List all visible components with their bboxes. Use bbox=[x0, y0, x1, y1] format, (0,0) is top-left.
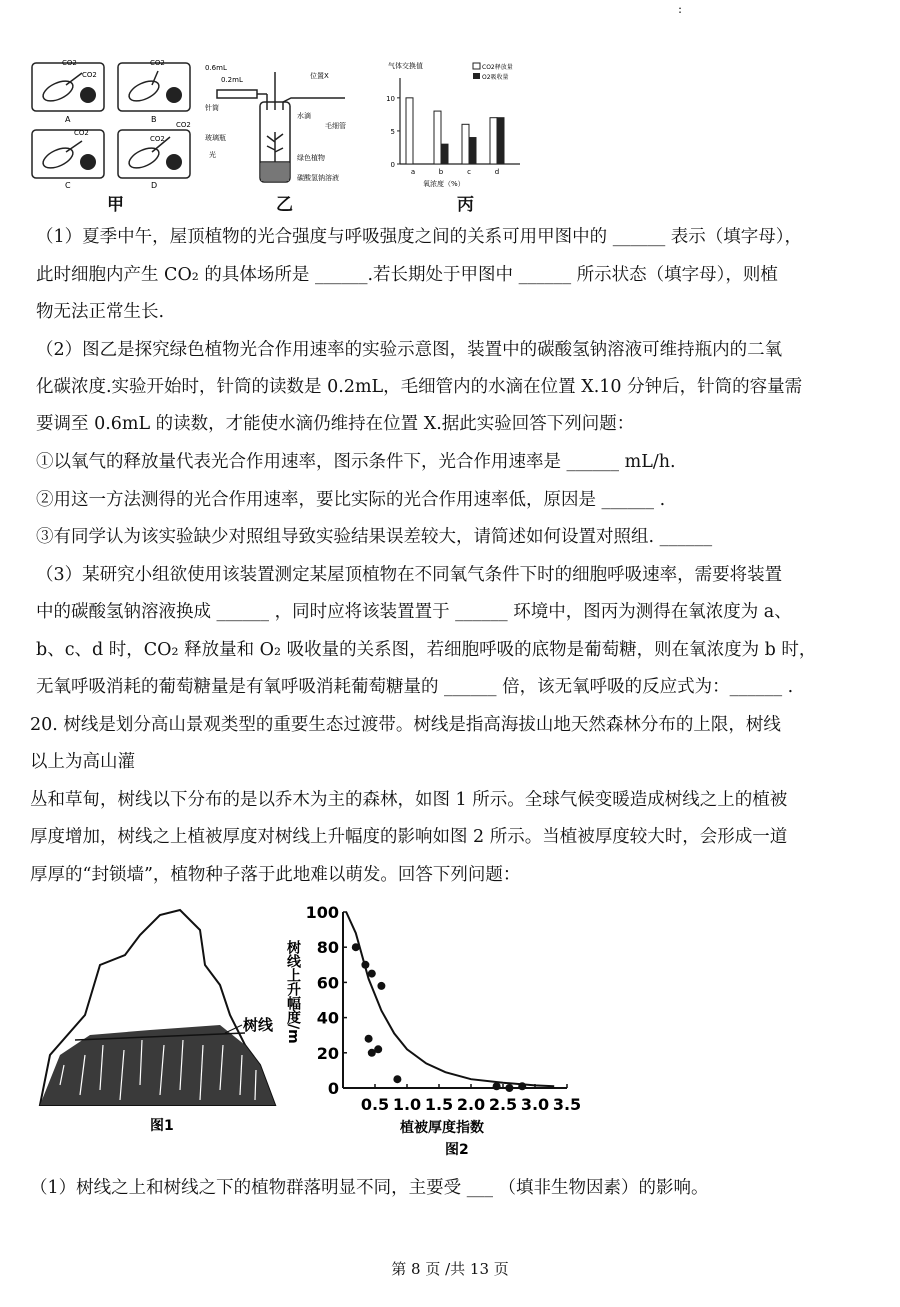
bing-legend-swatch-co2 bbox=[473, 63, 480, 69]
yi-light: 光 bbox=[209, 151, 216, 159]
fig2-xtick-label: 2.0 bbox=[456, 1095, 486, 1114]
bing-x-title: 氧浓度（%） bbox=[423, 180, 465, 188]
fig2-data-point bbox=[377, 982, 385, 990]
yi-green-plant: 绿色植物 bbox=[297, 154, 325, 162]
jia-co2-d: CO2 bbox=[150, 135, 165, 143]
q20-line1: 20. 树线是划分高山景观类型的重要生态过渡带。树线是指高海拔山地天然森林分布的上限，树线 bbox=[30, 715, 781, 735]
bing-bar-co2 bbox=[490, 118, 497, 164]
figure-2-chart bbox=[285, 900, 590, 1160]
q19-p3-line3: b、c、d 时，CO₂ 释放量和 O₂ 吸收量的关系图，若细胞呼吸的底物是葡萄糖，则在氧浓度为 b 时， bbox=[36, 640, 817, 660]
bing-category-label: c bbox=[467, 168, 471, 176]
jia-letter-c: C bbox=[65, 181, 71, 190]
fig1-label: 图1 bbox=[150, 1118, 174, 1134]
page-footer: 第 8 页 /共 13 页 bbox=[391, 1260, 509, 1278]
fig2-data-point bbox=[393, 1075, 401, 1083]
fig2-xtick-label: 3.0 bbox=[520, 1095, 550, 1114]
bing-bar-co2 bbox=[462, 124, 469, 164]
jia-co2-a: CO2 bbox=[62, 59, 77, 67]
fig2-xtick-label: 2.5 bbox=[488, 1095, 518, 1114]
q20-line2: 以上为高山灌 bbox=[30, 752, 135, 772]
fig2-data-point bbox=[374, 1045, 382, 1053]
fig2-data-point bbox=[365, 1035, 373, 1043]
figure-yi-label: 乙 bbox=[276, 195, 293, 215]
bing-legend-o2: O2吸收量 bbox=[482, 74, 509, 81]
yi-syringe: 针筒 bbox=[205, 104, 219, 112]
bing-bar-o2 bbox=[469, 138, 476, 164]
bing-category-label: b bbox=[438, 168, 444, 176]
bing-bar-o2 bbox=[497, 118, 504, 164]
bing-category-label: a bbox=[410, 168, 416, 176]
yi-06ml: 0.6mL bbox=[205, 64, 227, 72]
bing-bar-co2 bbox=[434, 111, 441, 164]
yi-02ml: 0.2mL bbox=[221, 76, 243, 84]
bing-ytick-label: 10 bbox=[386, 94, 395, 103]
fig2-xlabel: 植被厚度指数 bbox=[400, 1120, 484, 1136]
q20-line3: 丛和草甸，树线以下分布的是以乔木为主的森林，如图 1 所示。全球气候变暖造成树线之上的植被 bbox=[30, 790, 788, 810]
yi-nahco3: 碳酸氢钠溶液 bbox=[297, 174, 339, 182]
yi-glass-bottle: 玻璃瓶 bbox=[205, 134, 226, 142]
fig2-ylabel: 树线上升幅度/m bbox=[285, 940, 301, 1044]
jia-letter-b: B bbox=[151, 115, 157, 124]
bing-bar-co2 bbox=[406, 98, 413, 164]
bing-ytick-label: 5 bbox=[390, 127, 395, 136]
figure-yi bbox=[205, 62, 365, 192]
q19-p1-line2: 此时细胞内产生 CO₂ 的具体场所是 ______.若长期处于甲图中 ______ 所示状态（填字母），则植 bbox=[36, 265, 778, 285]
fig2-ytick-label: 80 bbox=[316, 938, 339, 958]
bing-legend-swatch-o2 bbox=[473, 73, 480, 79]
yi-capillary: 毛细管 bbox=[325, 122, 346, 130]
fig2-data-point bbox=[493, 1082, 501, 1090]
fig2-ytick-label: 60 bbox=[316, 973, 339, 993]
jia-co2-a2: CO2 bbox=[82, 71, 97, 79]
q19-p3-line2: 中的碳酸氢钠溶液换成 ______ ，同时应将该装置置于 ______ 环境中，图丙为测得在氧浓度为 a、 bbox=[36, 602, 792, 622]
yi-water-drop: 水滴 bbox=[297, 112, 311, 120]
fig2-ytick-label: 100 bbox=[305, 903, 339, 922]
q19-p2-line3: 要调至 0.6mL 的读数，才能使水滴仍维持在位置 X.据此实验回答下列问题： bbox=[36, 414, 635, 434]
q20-line5: 厚厚的“封锁墙”，植物种子落于此地难以萌发。回答下列问题： bbox=[30, 865, 521, 885]
q19-p3-line1: （3）某研究小组欲使用该装置测定某屋顶植物在不同氧气条件下时的细胞呼吸速率，需要将装置 bbox=[36, 565, 783, 585]
q19-p2-line2: 化碳浓度.实验开始时，针筒的读数是 0.2mL，毛细管内的水滴在位置 X.10 分钟后，针筒的容量需 bbox=[36, 377, 803, 397]
q19-p2-q1: ①以氧气的释放量代表光合作用速率，图示条件下，光合作用速率是 ______ mL/h. bbox=[36, 452, 676, 472]
q20-q1: （1）树线之上和树线之下的植物群落明显不同，主要受 ___ （填非生物因素）的影响。 bbox=[30, 1178, 709, 1198]
fig2-trend-curve bbox=[346, 912, 554, 1086]
jia-co2-d2: CO2 bbox=[176, 121, 191, 129]
q19-p2-q2: ②用这一方法测得的光合作用速率，要比实际的光合作用速率低，原因是 ______ . bbox=[36, 490, 666, 510]
q19-p1-line1: （1）夏季中午，屋顶植物的光合强度与呼吸强度之间的关系可用甲图中的 ______ 表示（填字母）， bbox=[36, 227, 803, 247]
q19-p2-q3: ③有同学认为该实验缺少对照组导致实验结果误差较大，请简述如何设置对照组. ______ bbox=[36, 527, 713, 547]
q20-line4: 厚度增加，树线之上植被厚度对树线上升幅度的影响如图 2 所示。当植被厚度较大时，会形成一道 bbox=[30, 827, 788, 847]
jia-letter-d: D bbox=[151, 181, 158, 190]
bing-category-label: d bbox=[494, 168, 500, 176]
bing-y-title: 气体交换值 bbox=[388, 62, 423, 70]
figure-bing-label: 丙 bbox=[457, 195, 474, 215]
bing-legend-co2: CO2释放量 bbox=[482, 64, 513, 71]
fig2-ytick-label: 0 bbox=[327, 1079, 339, 1098]
jia-co2-b: CO2 bbox=[150, 59, 165, 67]
bing-ytick-label: 0 bbox=[390, 161, 395, 169]
jia-letter-a: A bbox=[65, 115, 71, 124]
fig2-ytick-label: 20 bbox=[316, 1043, 339, 1063]
fig2-xtick-label: 1.5 bbox=[424, 1095, 454, 1114]
fig2-xtick-label: 3.5 bbox=[552, 1095, 582, 1114]
fig1-treeline-label: 树线 bbox=[243, 1016, 274, 1034]
fig2-xtick-label: 0.5 bbox=[360, 1095, 390, 1114]
fig2-label: 图2 bbox=[445, 1142, 469, 1158]
top-mark: : bbox=[678, 2, 683, 16]
q19-p1-line3: 物无法正常生长. bbox=[36, 302, 165, 322]
fig2-ytick-label: 40 bbox=[316, 1008, 339, 1028]
bing-bar-o2 bbox=[441, 144, 448, 164]
fig2-data-point bbox=[505, 1084, 513, 1092]
fig2-data-point bbox=[368, 970, 376, 978]
figure-jia bbox=[30, 55, 200, 190]
figure-bing-chart bbox=[378, 58, 528, 193]
q19-p3-line4: 无氧呼吸消耗的葡萄糖量是有氧呼吸消耗葡萄糖量的 ______ 倍，该无氧呼吸的反应式为：______ . bbox=[36, 677, 794, 697]
q19-p2-line1: （2）图乙是探究绿色植物光合作用速率的实验示意图，装置中的碳酸氢钠溶液可维持瓶内的二氧 bbox=[36, 340, 783, 360]
figure-1-mountain bbox=[30, 905, 300, 1135]
fig2-xtick-label: 1.0 bbox=[392, 1095, 422, 1114]
yi-position-x: 位置X bbox=[310, 72, 329, 80]
figure-jia-label: 甲 bbox=[107, 195, 124, 215]
jia-co2-c: CO2 bbox=[74, 129, 89, 137]
